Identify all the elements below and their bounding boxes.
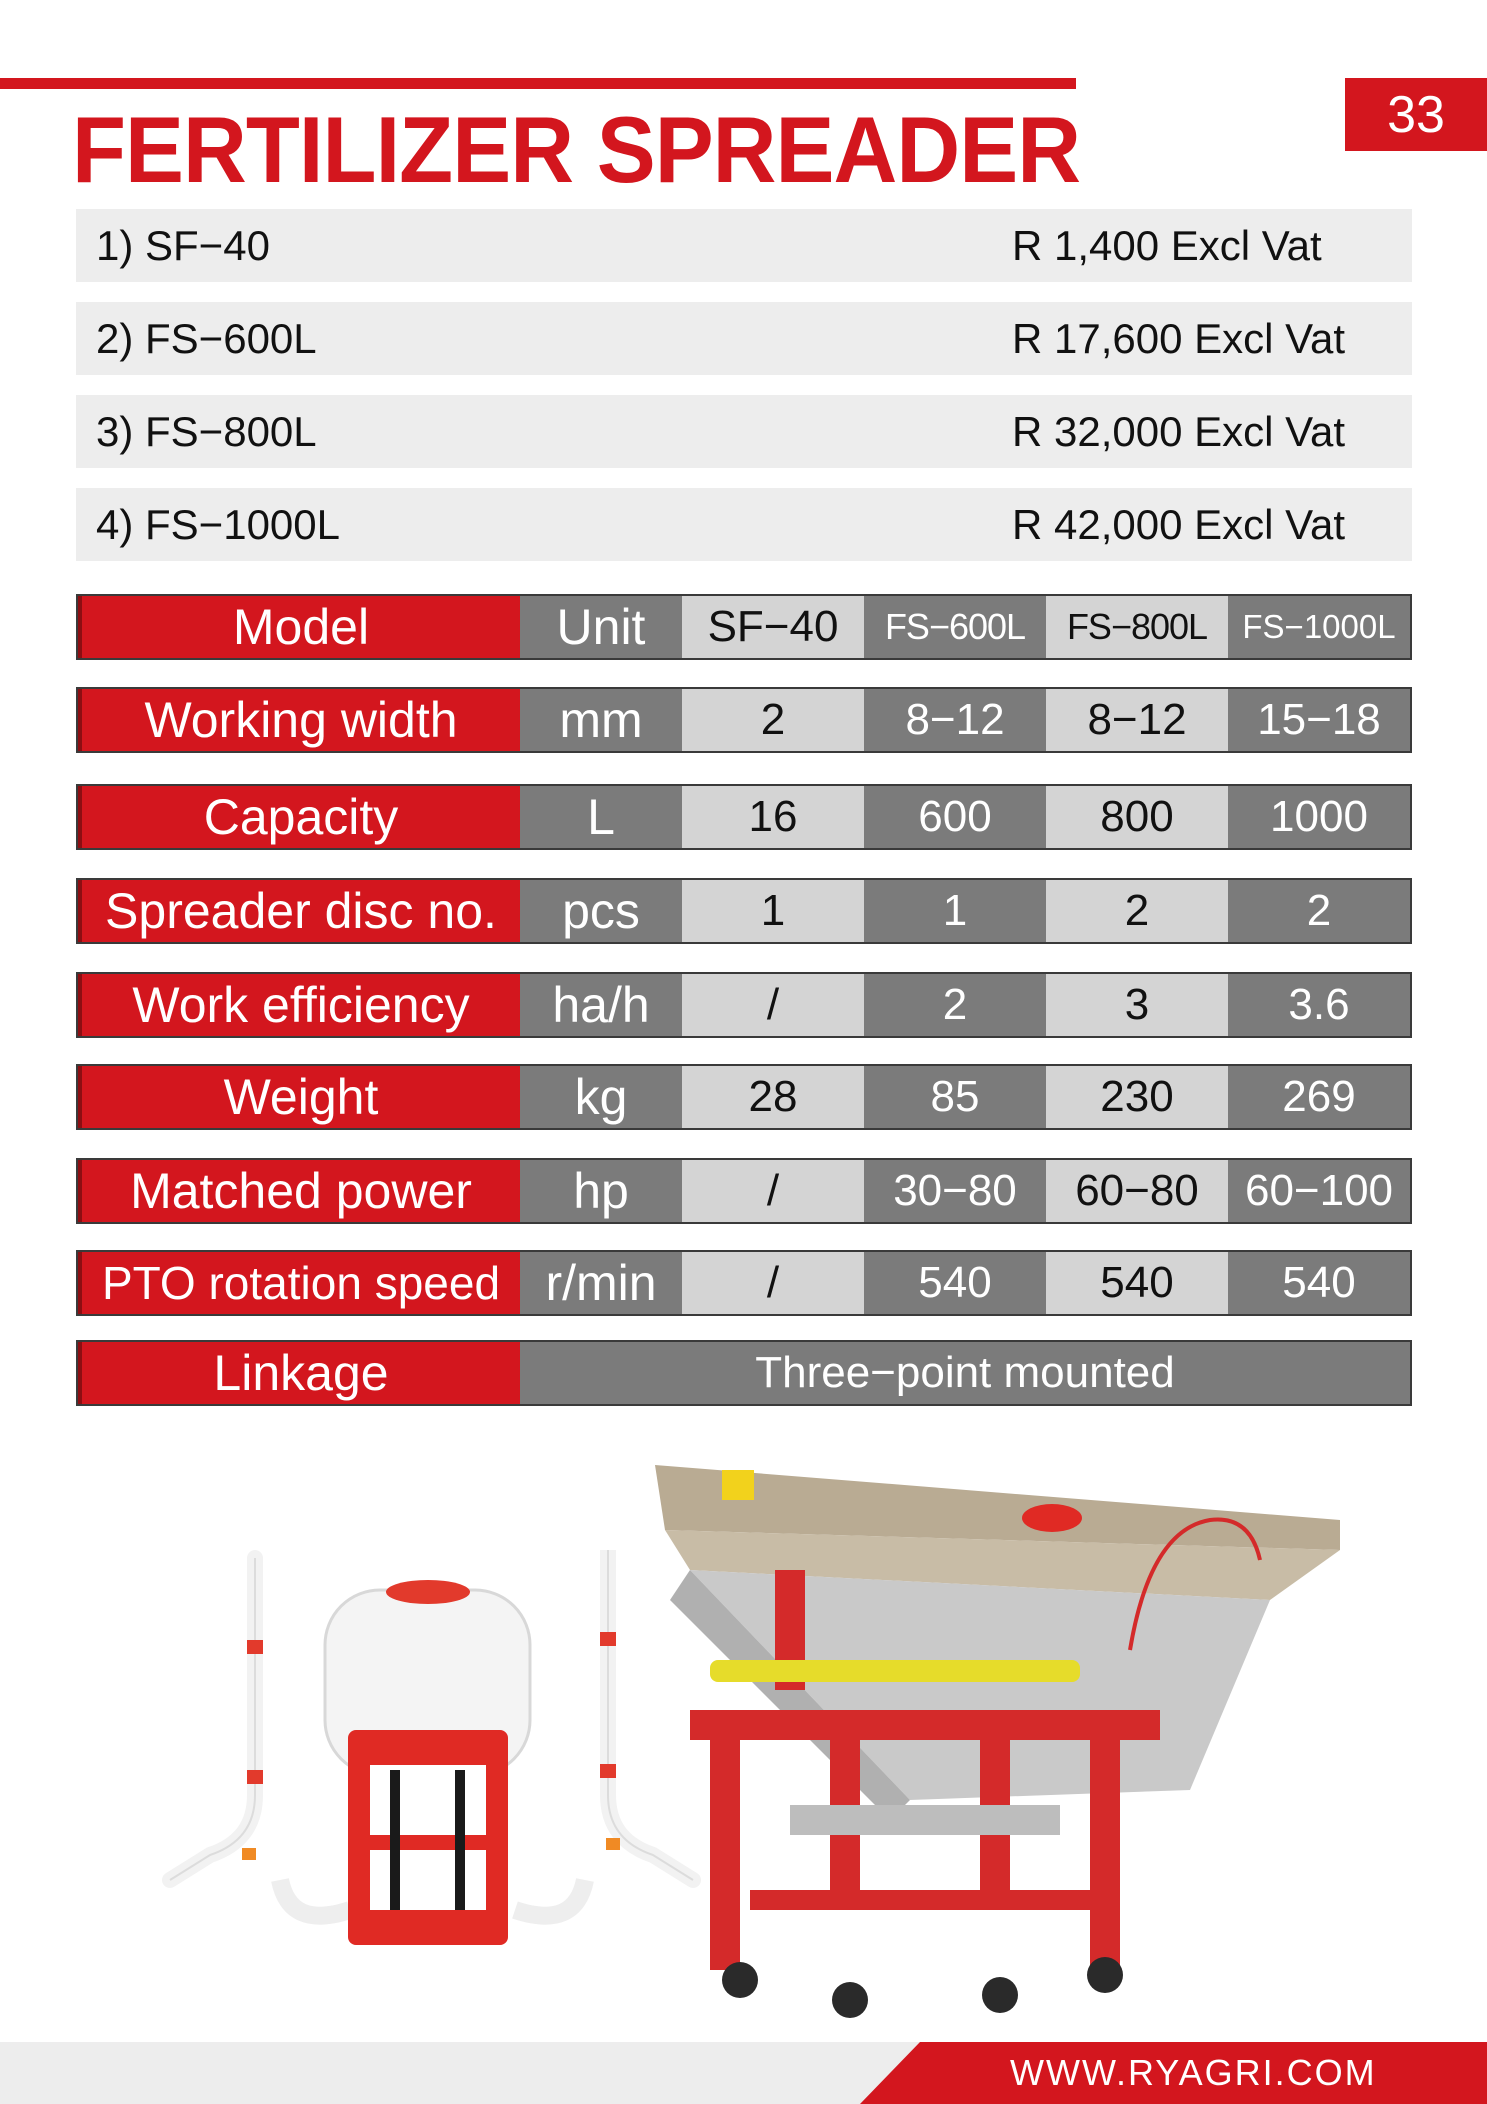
spec-header-model: FS−800L bbox=[1046, 596, 1228, 658]
spec-value: 230 bbox=[1046, 1066, 1228, 1128]
spec-value: 2 bbox=[1046, 880, 1228, 942]
price-row bbox=[76, 302, 1412, 375]
spec-value: 30−80 bbox=[864, 1160, 1046, 1222]
price-row bbox=[76, 209, 1412, 282]
spec-label: Matched power bbox=[78, 1160, 520, 1222]
spec-linkage-value: Three−point mounted bbox=[520, 1342, 1410, 1404]
backpack-spreader-illustration bbox=[130, 1550, 730, 1950]
spec-value: / bbox=[682, 1160, 864, 1222]
spec-header-row bbox=[76, 594, 1412, 660]
spec-value: 60−80 bbox=[1046, 1160, 1228, 1222]
spec-unit: hp bbox=[520, 1160, 682, 1222]
footer-url: WWW.RYAGRI.COM bbox=[1010, 2052, 1377, 2093]
spec-value: 60−100 bbox=[1228, 1160, 1410, 1222]
spec-value: 8−12 bbox=[864, 689, 1046, 751]
spec-row bbox=[76, 972, 1412, 1038]
price-row bbox=[76, 488, 1412, 561]
spec-unit: L bbox=[520, 786, 682, 848]
price-item-name: 3) FS−800L bbox=[96, 408, 317, 455]
price-item-name: 4) FS−1000L bbox=[96, 501, 341, 548]
price-list bbox=[76, 209, 1412, 581]
spec-unit: mm bbox=[520, 689, 682, 751]
price-item-name: 2) FS−600L bbox=[96, 315, 317, 362]
spec-value: 3 bbox=[1046, 974, 1228, 1036]
spec-value: 1 bbox=[682, 880, 864, 942]
spec-linkage-row bbox=[76, 1340, 1412, 1406]
price-item-name: 1) SF−40 bbox=[96, 222, 270, 269]
price-item-value: R 17,600 Excl Vat bbox=[1012, 315, 1346, 362]
spec-label: Weight bbox=[78, 1066, 520, 1128]
spec-row bbox=[76, 1250, 1412, 1316]
spec-header-unit: Unit bbox=[520, 596, 682, 658]
spec-value: 800 bbox=[1046, 786, 1228, 848]
spec-value: 16 bbox=[682, 786, 864, 848]
spec-value: 269 bbox=[1228, 1066, 1410, 1128]
spec-row bbox=[76, 784, 1412, 850]
price-row bbox=[76, 395, 1412, 468]
spec-label: Linkage bbox=[78, 1342, 520, 1404]
spec-unit: kg bbox=[520, 1066, 682, 1128]
spec-header-model: FS−600L bbox=[864, 596, 1046, 658]
backpack-spreader-image bbox=[130, 1550, 730, 1950]
spec-header-model: SF−40 bbox=[682, 596, 864, 658]
price-item-value: R 32,000 Excl Vat bbox=[1012, 408, 1346, 455]
spec-row bbox=[76, 687, 1412, 753]
spec-value: 28 bbox=[682, 1066, 864, 1128]
spec-value: 2 bbox=[1228, 880, 1410, 942]
spec-value: 1 bbox=[864, 880, 1046, 942]
spec-row bbox=[76, 1158, 1412, 1224]
top-rule bbox=[0, 78, 1076, 89]
page-number: 33 bbox=[1387, 85, 1445, 144]
spec-unit: r/min bbox=[520, 1252, 682, 1314]
spec-value: 8−12 bbox=[1046, 689, 1228, 751]
spec-row bbox=[76, 1064, 1412, 1130]
spec-value: 540 bbox=[1228, 1252, 1410, 1314]
spec-value: 600 bbox=[864, 786, 1046, 848]
page-number-badge bbox=[1345, 78, 1487, 151]
mounted-spreader-illustration bbox=[650, 1460, 1350, 2020]
spec-value: / bbox=[682, 974, 864, 1036]
spec-value: 3.6 bbox=[1228, 974, 1410, 1036]
spec-unit: ha/h bbox=[520, 974, 682, 1036]
spec-label: Work efficiency bbox=[78, 974, 520, 1036]
spec-value: 2 bbox=[682, 689, 864, 751]
price-item-value: R 42,000 Excl Vat bbox=[1012, 501, 1346, 548]
spec-label: Capacity bbox=[78, 786, 520, 848]
spec-value: 540 bbox=[864, 1252, 1046, 1314]
spec-value: 85 bbox=[864, 1066, 1046, 1128]
spec-header-model: FS−1000L bbox=[1228, 596, 1410, 658]
mounted-spreader-image bbox=[650, 1460, 1350, 2020]
spec-label: Working width bbox=[78, 689, 520, 751]
spec-value: / bbox=[682, 1252, 864, 1314]
spec-unit: pcs bbox=[520, 880, 682, 942]
spec-value: 1000 bbox=[1228, 786, 1410, 848]
spec-row bbox=[76, 878, 1412, 944]
spec-value: 540 bbox=[1046, 1252, 1228, 1314]
spec-label: Spreader disc no. bbox=[78, 880, 520, 942]
spec-value: 15−18 bbox=[1228, 689, 1410, 751]
spec-value: 2 bbox=[864, 974, 1046, 1036]
price-item-value: R 1,400 Excl Vat bbox=[1012, 222, 1322, 269]
spec-label: PTO rotation speed bbox=[78, 1252, 520, 1314]
page-title: FERTILIZER SPREADER bbox=[72, 97, 1081, 202]
spec-header-label: Model bbox=[78, 596, 520, 658]
